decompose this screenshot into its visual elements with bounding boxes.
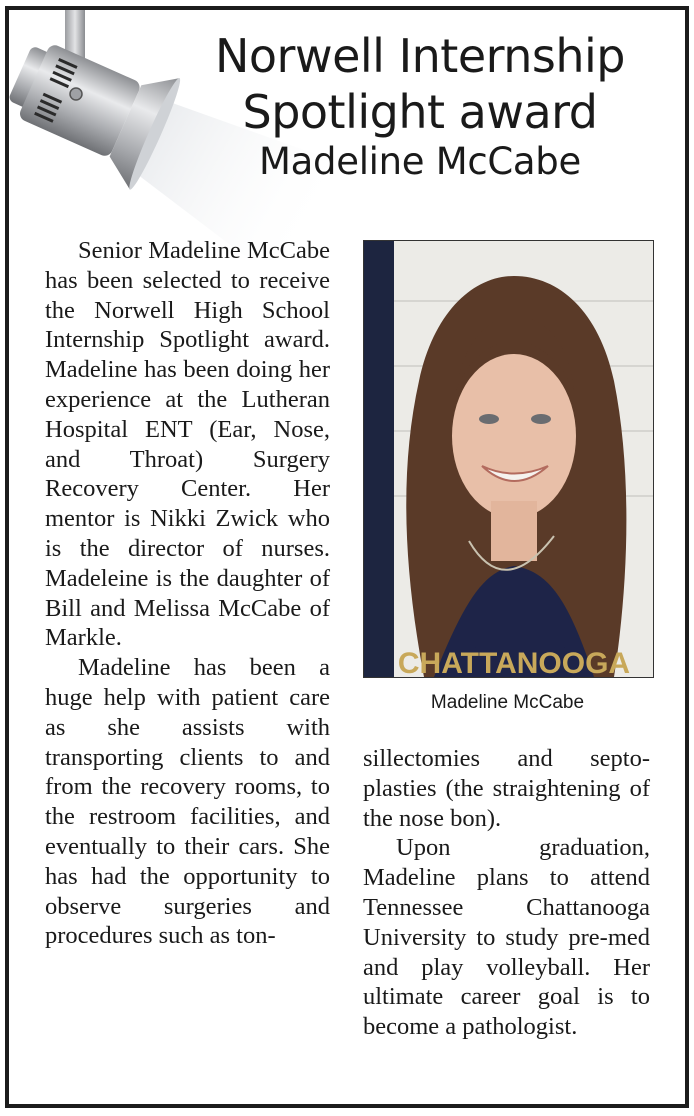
article-paragraph-2-part-1: Madeline has been a huge help with patient care as she assists with transporting clients to and from the recovery rooms, to the restroom facilities, and eventually to their cars. She has had the opportunity to observe surgeries and procedures such as ton- — [45, 654, 330, 950]
shirt-text: CHATTANOOGA — [397, 647, 631, 677]
portrait-photo — [363, 240, 654, 678]
headline-line-2: Spotlight award — [242, 85, 598, 139]
article-column-right — [363, 744, 650, 1042]
headline-block — [180, 28, 660, 184]
article-paragraph-1: Senior Madeline McCabe has been selected to receive the Norwell High School Internship Spotlight award. Madeline has been doing her experience at the Lutheran Hospital ENT (Ear, Nose, and Throat) Surgery Recovery Center. Her mentor is Nikki Zwick who is the director of nurses. Madeleine is the daughter of Bill and Melissa McCabe of Markle. — [45, 237, 330, 652]
headline-line-1: Norwell Internship — [215, 29, 625, 83]
article-paragraph-2-part-2: sillectomies and septoplasties (the straightening of the nose bon). — [363, 745, 650, 832]
photo-caption: Madeline McCabe — [430, 692, 585, 713]
article-paragraph-3: Upon graduation, Madeline plans to attend Tennessee Chattanooga University to study pre-med and play volleyball. Her ultimate career goal is to become a pathologist. — [363, 834, 650, 1041]
headline-subject-name: Madeline McCabe — [259, 140, 581, 183]
article-column-left — [45, 236, 330, 951]
